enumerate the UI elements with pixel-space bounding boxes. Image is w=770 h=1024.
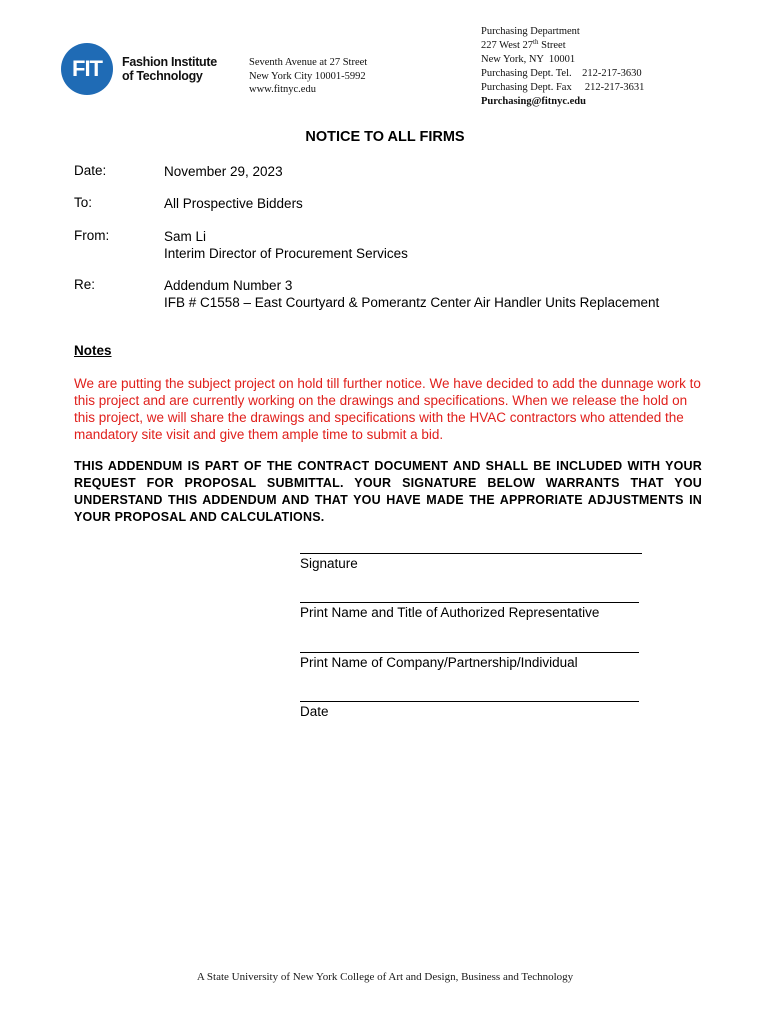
company-label: Print Name of Company/Partnership/Individual [300,655,578,670]
notes-body: We are putting the subject project on hold till further notice. We have decided to add the dunnage work to this project and are currently working on the drawings and specifications. When we release the hold on this project, we will share the drawings and specifications with the HVAC contractors who attended the mandatory site visit and give them ample time to submit a bid. [74,376,701,442]
from-label: From: [74,228,110,243]
name-title-line [300,602,639,603]
institution-name [122,55,217,83]
name-title-label: Print Name and Title of Authorized Representative [300,605,600,620]
date-value: November 29, 2023 [164,164,283,179]
fit-logo: FIT [61,43,113,95]
signature-label: Signature [300,556,358,571]
addendum-number: Addendum Number 3 [164,278,293,293]
re-label: Re: [74,277,96,292]
department-city: New York, NY 10001 [481,54,576,65]
re-value [164,277,659,311]
campus-address-line2: New York City 10001-5992 [249,70,366,82]
company-line [300,652,639,653]
to-label: To: [74,195,93,210]
department-street [481,39,644,53]
department-name: Purchasing Department [481,26,580,37]
department-email: Purchasing@fitnyc.edu [481,96,586,107]
footer-tagline: A State University of New York College of Art and Design, Business and Technology [196,971,574,983]
date-signature-label: Date [300,704,329,719]
department-phone: Purchasing Dept. Tel. 212-217-3630 [481,68,642,79]
campus-address [249,56,367,97]
institution-name-line1: Fashion Institute [122,55,217,69]
department-address [481,25,644,109]
from-name: Sam Li [164,229,207,244]
addendum-statement: THIS ADDENDUM IS PART OF THE CONTRACT DOCUMENT AND SHALL BE INCLUDED WITH YOUR REQUEST FOR PROPOSAL SUBMITTAL. YOUR SIGNATURE BELOW WARRANTS THAT YOU UNDERSTAND THIS ADDENDUM AND THAT YOU HAVE MADE THE APPRORIATE ADJUSTMENTS IN YOUR PROPOSAL AND CALCULATIONS. [74,459,702,524]
campus-website: www.fitnyc.edu [249,84,316,95]
from-title: Interim Director of Procurement Services [164,246,408,261]
notes-heading: Notes [74,343,112,358]
from-value [164,228,408,262]
department-fax: Purchasing Dept. Fax 212-217-3631 [481,82,645,93]
ifb-reference: IFB # C1558 – East Courtyard & Pomerantz Center Air Handler Units Replacement [164,295,660,310]
signature-line [300,553,642,554]
institution-name-line2: of Technology [122,69,203,83]
department-street-name: Street [538,40,566,51]
date-label: Date: [74,163,107,178]
department-street-number: 227 West 27 [481,40,534,51]
campus-address-line1: Seventh Avenue at 27 Street [249,57,368,68]
department-street-suffix: th [533,38,539,46]
date-line [300,701,639,702]
document-title: NOTICE TO ALL FIRMS [305,129,465,145]
to-value: All Prospective Bidders [164,196,303,211]
